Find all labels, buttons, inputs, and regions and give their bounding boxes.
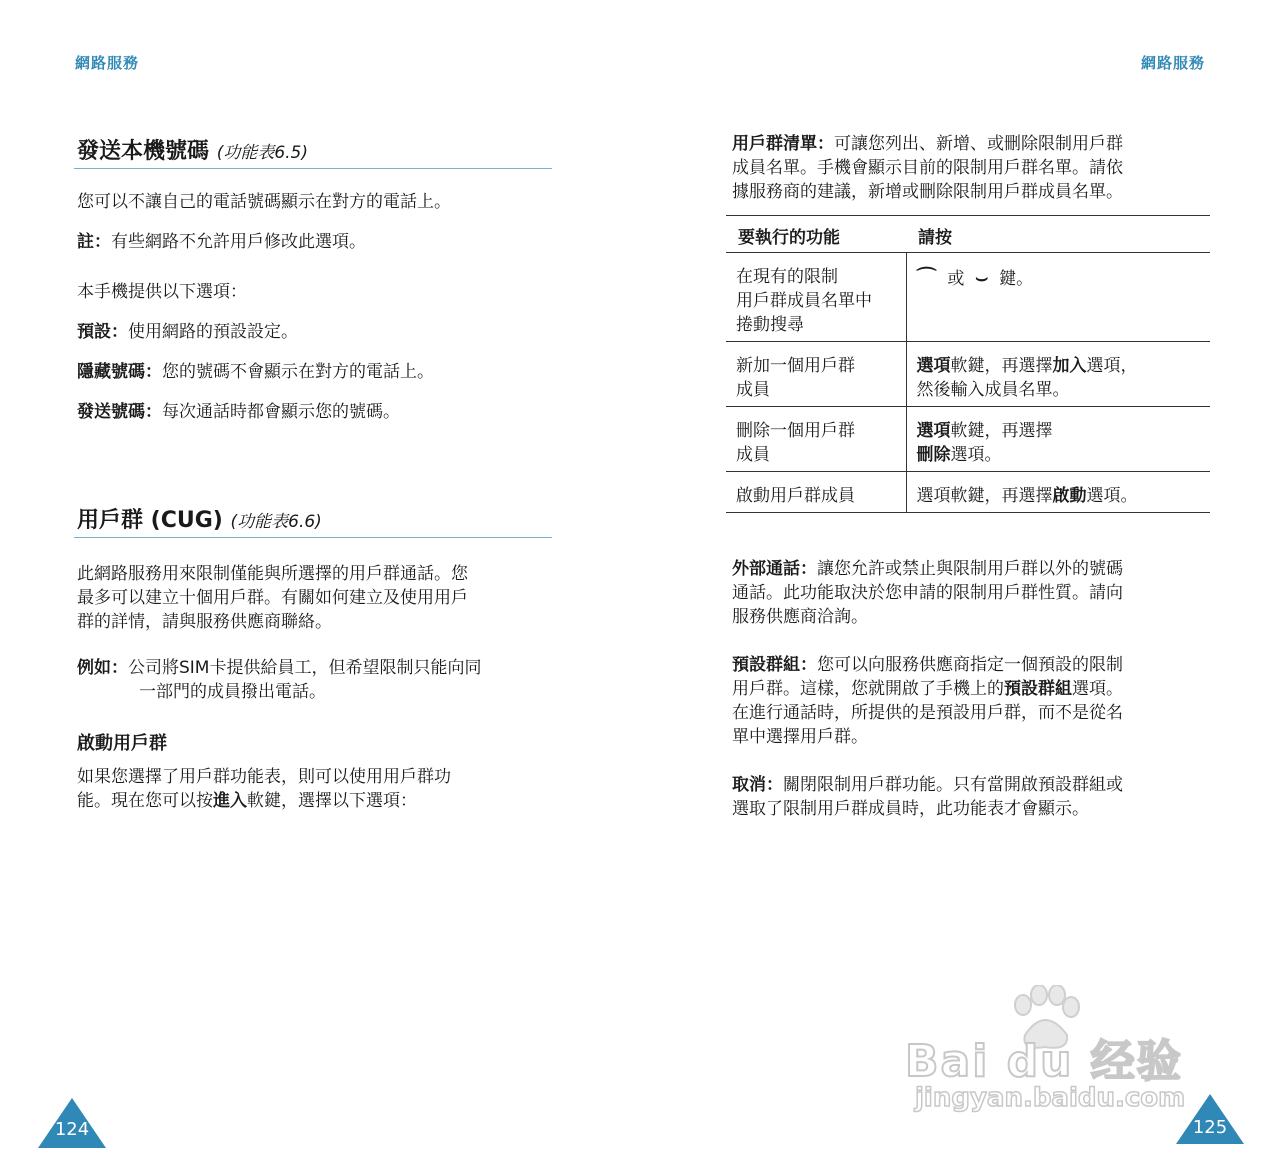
softkey-name: 進入: [213, 791, 247, 811]
text: 選項軟鍵，再選擇: [916, 486, 1053, 506]
text: 軟鍵，再選擇: [950, 421, 1053, 441]
line: 成員: [736, 380, 770, 400]
table-row: [726, 472, 1210, 513]
menu-ref: (功能表6.5): [216, 143, 308, 163]
paragraph: 本手機提供以下選項：: [77, 282, 247, 302]
page-number: 124: [54, 1119, 90, 1140]
watermark-brand: Bai du 经验: [905, 1036, 1183, 1087]
running-header-left: 網路服務: [75, 54, 140, 72]
column-header: 要執行的功能: [738, 228, 840, 248]
option-text: 使用網路的預設設定。: [128, 322, 298, 342]
option-default: [77, 320, 298, 344]
line: 新加一個用戶群: [736, 356, 855, 376]
title-rule: [74, 537, 552, 538]
term-label: 預設群組：: [732, 655, 817, 675]
text: 鍵。: [999, 269, 1034, 289]
bold-term: 選項: [916, 356, 951, 376]
paragraph-activate: [77, 765, 557, 813]
option-text: 您的號碼不會顯示在對方的電話上。: [162, 362, 434, 382]
bold-term: 選項: [916, 421, 951, 441]
bold-term: 啟動: [1052, 486, 1087, 506]
term-label: 用戶群清單：: [732, 134, 834, 154]
baidu-watermark: [905, 985, 1205, 1115]
paragraph-member-list: [732, 132, 1212, 204]
running-header-right: 網路服務: [1141, 54, 1206, 72]
line: 捲動搜尋: [736, 315, 804, 335]
bold-term: 加入: [1052, 356, 1087, 376]
menu-ref: (功能表6.6): [230, 512, 322, 532]
subheading: 啟動用戶群: [77, 733, 167, 754]
text: 選項。: [1086, 486, 1138, 506]
column-header: 請按: [918, 228, 952, 248]
scroll-down-key-icon: ⌣: [975, 265, 989, 289]
paragraph: 您可以不讓自己的電話號碼顯示在對方的電話上。: [77, 192, 451, 212]
note: [77, 230, 366, 254]
section-title-cug: [77, 503, 322, 534]
line: 一部門的成員撥出電話。: [139, 682, 326, 702]
page-number: 125: [1192, 1117, 1228, 1138]
table-cell: [906, 472, 1210, 513]
term-label: 取消：: [732, 775, 783, 795]
line: 最多可以建立十個用戶群。有關如何建立及使用用戶: [77, 588, 468, 608]
line: 可讓您列出、新增、或刪除限制用戶群: [834, 134, 1123, 154]
table-header-row: [726, 216, 1210, 253]
text: 能。現在您可以按: [77, 791, 213, 811]
line: 刪除一個用戶群: [736, 421, 855, 441]
line: 公司將SIM卡提供給員工，但希望限制只能向同: [128, 658, 482, 678]
line: 您可以向服務供應商指定一個預設的限制: [817, 655, 1123, 675]
text: 軟鍵，選擇以下選項：: [247, 791, 417, 811]
watermark-url: jingyan.baidu.com: [915, 1083, 1186, 1113]
option-hide-number: [77, 360, 434, 384]
text: 選項。: [1072, 679, 1123, 699]
line: 如果您選擇了用戶群功能表，則可以使用用戶群功: [77, 767, 451, 787]
table-cell: [726, 342, 906, 407]
line: 成員名單。手機會顯示目前的限制用戶群名單。請依: [732, 158, 1123, 178]
option-send-number: [77, 400, 400, 424]
line: 選取了限制用戶群成員時，此功能表才會顯示。: [732, 799, 1089, 819]
line: 單中選擇用戶群。: [732, 727, 868, 747]
table-cell: [906, 253, 1210, 342]
bold-term: 刪除: [916, 445, 951, 465]
example-label: 例如：: [77, 658, 128, 678]
section-title-caller-id: [77, 134, 308, 165]
line: 據服務商的建議，新增或刪除限制用戶群成員名單。: [732, 182, 1123, 202]
title-rule: [74, 168, 552, 169]
paragraph-external-call: [732, 557, 1212, 629]
line: 服務供應商洽詢。: [732, 607, 868, 627]
line: 通話。此功能取決於您申請的限制用戶群性質。請向: [732, 583, 1123, 603]
page-number-badge-right: [1176, 1094, 1244, 1144]
table-cell: [906, 407, 1210, 472]
section-title-text: 發送本機號碼: [77, 139, 210, 164]
bold-term: 預設群組: [1004, 679, 1072, 699]
line: 然後輸入成員名單。: [916, 380, 1070, 400]
option-label: 隱藏號碼：: [77, 362, 162, 382]
function-table: [726, 215, 1210, 513]
note-label: 註：: [77, 232, 111, 252]
page-number-badge-left: [38, 1098, 106, 1148]
term-label: 外部通話：: [732, 559, 817, 579]
text: 選項。: [950, 445, 1002, 465]
section-title-text: 用戶群 (CUG): [77, 508, 223, 533]
line: 用戶群成員名單中: [736, 291, 872, 311]
table-row: [726, 342, 1210, 407]
line: 在現有的限制: [736, 267, 838, 287]
table-row: [726, 253, 1210, 342]
option-label: 預設：: [77, 322, 128, 342]
scroll-up-key-icon: ⌒: [916, 265, 937, 289]
note-text: 有些網路不允許用戶修改此選項。: [111, 232, 366, 252]
text: 選項，: [1086, 356, 1138, 376]
line: 群的詳情，請與服務供應商聯絡。: [77, 612, 332, 632]
paragraph-preferred-group: [732, 653, 1212, 749]
line: 關閉限制用戶群功能。只有當開啟預設群組或: [783, 775, 1123, 795]
text: 或: [947, 269, 965, 289]
table-row: [726, 407, 1210, 472]
table-cell: [906, 342, 1210, 407]
line: 在進行通話時，所提供的是預設用戶群，而不是從名: [732, 703, 1123, 723]
line: 成員: [736, 445, 770, 465]
line: 讓您允許或禁止與限制用戶群以外的號碼: [817, 559, 1123, 579]
table-cell: 啟動用戶群成員: [726, 472, 906, 513]
table-cell: [726, 253, 906, 342]
paragraph-cancel: [732, 773, 1212, 821]
table-cell: [726, 407, 906, 472]
line: 此網路服務用來限制僅能與所選擇的用戶群通話。您: [77, 564, 468, 584]
example: [77, 656, 557, 704]
paragraph-cug: [77, 562, 557, 634]
text: 用戶群。這樣，您就開啟了手機上的: [732, 679, 1004, 699]
option-text: 每次通話時都會顯示您的號碼。: [162, 402, 400, 422]
text: 軟鍵，再選擇: [950, 356, 1053, 376]
option-label: 發送號碼：: [77, 402, 162, 422]
